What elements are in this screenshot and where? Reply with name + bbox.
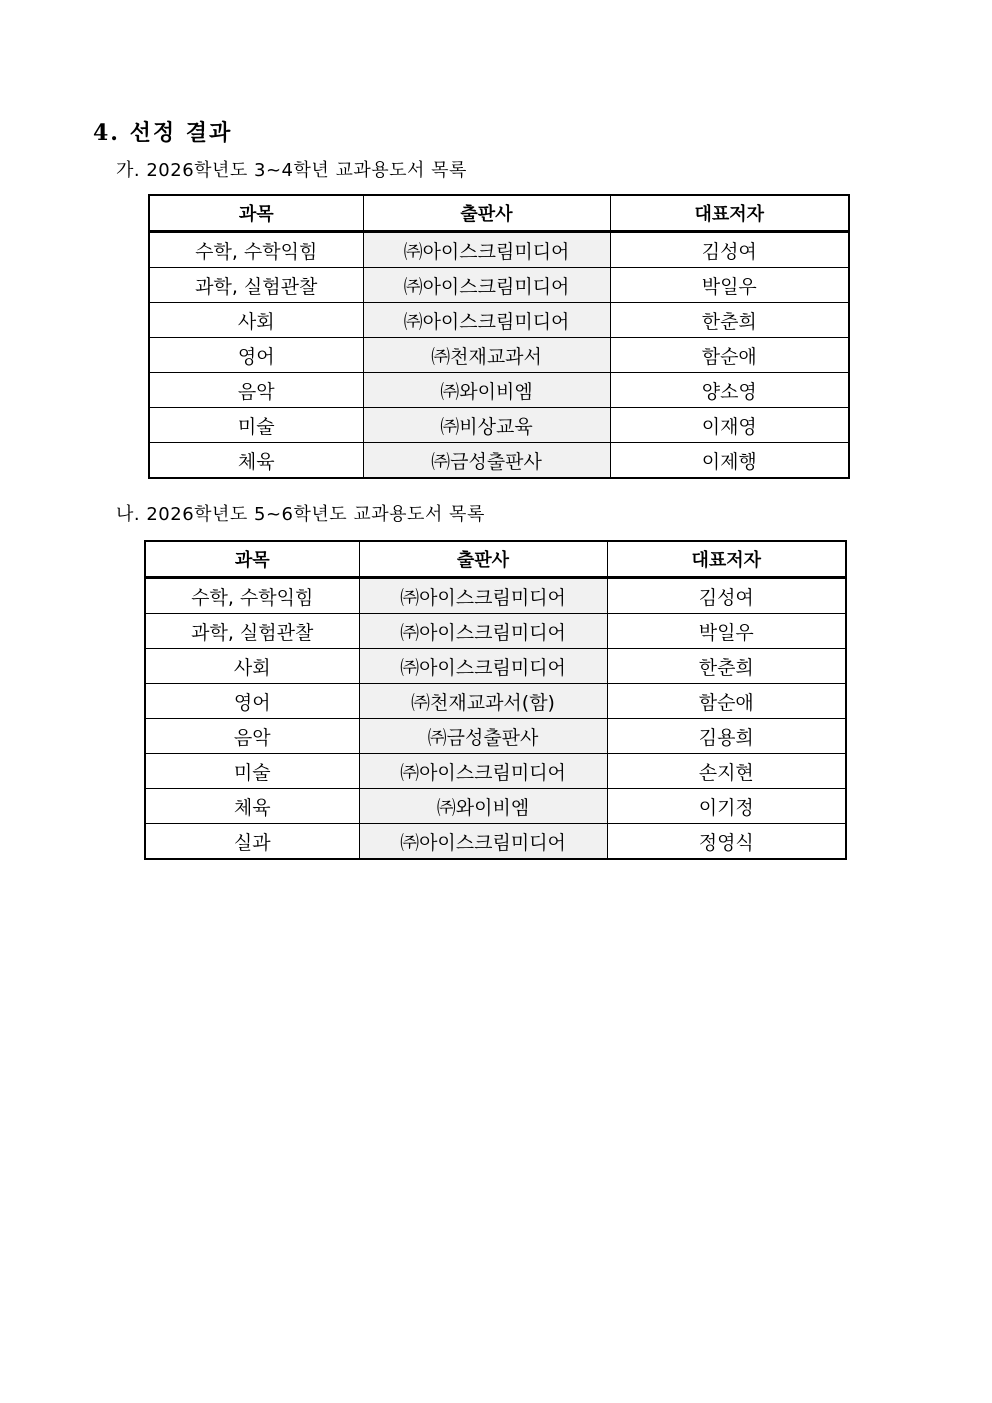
table-row bbox=[145, 719, 846, 754]
cell-publisher: ㈜와이비엠 bbox=[363, 373, 610, 408]
cell-publisher: ㈜비상교육 bbox=[363, 408, 610, 443]
textbook-table-3-4 bbox=[148, 194, 850, 479]
cell-subject: 미술 bbox=[149, 408, 363, 443]
cell-publisher: ㈜아이스크림미디어 bbox=[359, 824, 607, 860]
cell-subject: 체육 bbox=[145, 789, 359, 824]
cell-author: 박일우 bbox=[607, 614, 846, 649]
header-publisher: 출판사 bbox=[359, 541, 607, 578]
cell-author: 김용희 bbox=[607, 719, 846, 754]
cell-subject: 체육 bbox=[149, 443, 363, 479]
cell-publisher: ㈜아이스크림미디어 bbox=[359, 614, 607, 649]
textbook-table-5-6 bbox=[144, 540, 847, 860]
cell-author: 함순애 bbox=[607, 684, 846, 719]
cell-publisher: ㈜아이스크림미디어 bbox=[359, 754, 607, 789]
cell-publisher: ㈜아이스크림미디어 bbox=[359, 578, 607, 614]
cell-author: 손지현 bbox=[607, 754, 846, 789]
header-author: 대표저자 bbox=[610, 195, 849, 232]
cell-author: 이제행 bbox=[610, 443, 849, 479]
table-row bbox=[145, 649, 846, 684]
cell-subject: 미술 bbox=[145, 754, 359, 789]
cell-publisher: ㈜금성출판사 bbox=[363, 443, 610, 479]
header-author: 대표저자 bbox=[607, 541, 846, 578]
table-row bbox=[149, 443, 849, 479]
cell-publisher: ㈜아이스크림미디어 bbox=[363, 268, 610, 303]
cell-author: 함순애 bbox=[610, 338, 849, 373]
cell-publisher: ㈜금성출판사 bbox=[359, 719, 607, 754]
cell-subject: 과학, 실험관찰 bbox=[149, 268, 363, 303]
table-header-row bbox=[149, 195, 849, 232]
cell-author: 이기정 bbox=[607, 789, 846, 824]
cell-author: 김성여 bbox=[610, 232, 849, 268]
cell-subject: 영어 bbox=[149, 338, 363, 373]
cell-author: 박일우 bbox=[610, 268, 849, 303]
cell-author: 한춘희 bbox=[607, 649, 846, 684]
table-row bbox=[149, 338, 849, 373]
list-b-title: 나. 2026학년도 5~6학년도 교과용도서 목록 bbox=[116, 504, 485, 525]
cell-subject: 영어 bbox=[145, 684, 359, 719]
header-subject: 과목 bbox=[149, 195, 363, 232]
cell-publisher: ㈜천재교과서 bbox=[363, 338, 610, 373]
cell-author: 김성여 bbox=[607, 578, 846, 614]
cell-publisher: ㈜아이스크림미디어 bbox=[363, 303, 610, 338]
cell-publisher: ㈜와이비엠 bbox=[359, 789, 607, 824]
cell-subject: 사회 bbox=[149, 303, 363, 338]
cell-subject: 과학, 실험관찰 bbox=[145, 614, 359, 649]
table-row bbox=[149, 268, 849, 303]
table-row bbox=[149, 373, 849, 408]
table-row bbox=[145, 789, 846, 824]
cell-subject: 수학, 수학익힘 bbox=[149, 232, 363, 268]
header-publisher: 출판사 bbox=[363, 195, 610, 232]
list-a-title: 가. 2026학년도 3~4학년 교과용도서 목록 bbox=[116, 160, 467, 181]
table-row bbox=[149, 232, 849, 268]
cell-subject: 음악 bbox=[145, 719, 359, 754]
cell-publisher: ㈜아이스크림미디어 bbox=[359, 649, 607, 684]
table-row bbox=[145, 578, 846, 614]
cell-subject: 수학, 수학익힘 bbox=[145, 578, 359, 614]
cell-author: 정영식 bbox=[607, 824, 846, 860]
cell-publisher: ㈜천재교과서(함) bbox=[359, 684, 607, 719]
cell-subject: 실과 bbox=[145, 824, 359, 860]
table-row bbox=[145, 824, 846, 860]
cell-author: 이재영 bbox=[610, 408, 849, 443]
header-subject: 과목 bbox=[145, 541, 359, 578]
cell-subject: 음악 bbox=[149, 373, 363, 408]
cell-author: 양소영 bbox=[610, 373, 849, 408]
section-title: 4. 선정 결과 bbox=[93, 120, 233, 146]
table-row bbox=[149, 303, 849, 338]
table-row bbox=[145, 754, 846, 789]
table-row bbox=[145, 684, 846, 719]
table-row bbox=[145, 614, 846, 649]
cell-subject: 사회 bbox=[145, 649, 359, 684]
cell-author: 한춘희 bbox=[610, 303, 849, 338]
table-row bbox=[149, 408, 849, 443]
table-header-row bbox=[145, 541, 846, 578]
cell-publisher: ㈜아이스크림미디어 bbox=[363, 232, 610, 268]
